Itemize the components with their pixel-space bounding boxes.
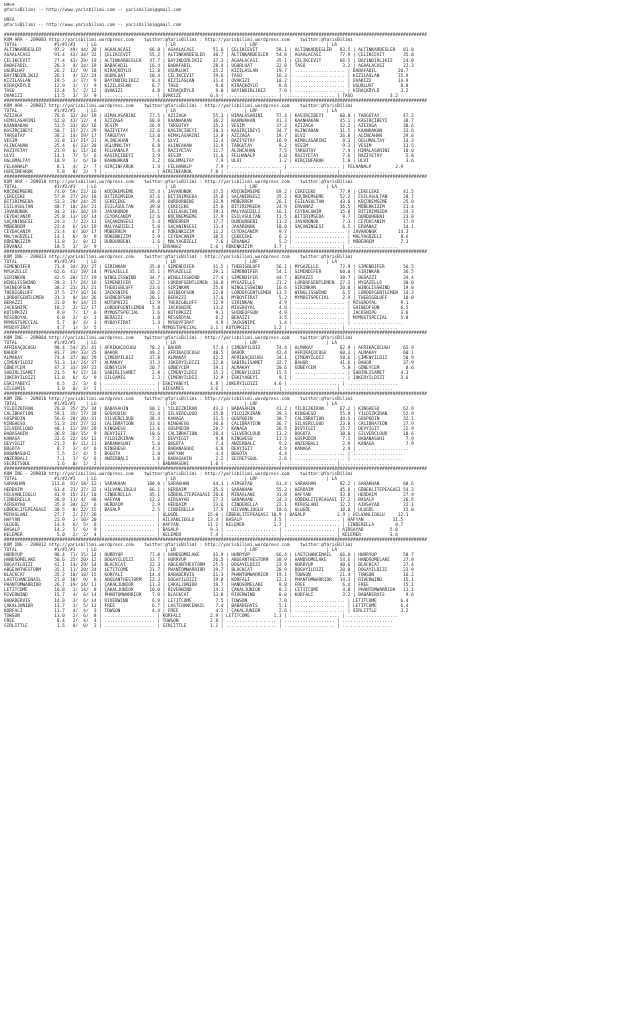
table-row: HILVANLIOGLU 41.9 15/ 21/ 10 | CINDERELLA 45.1 | GÖBEKLITEPEAGASI 28.6 | MIRASLANI 31.8 | HAFYAN 33.8 | HERDAIM 27.9 [4,492,414,498]
table-row: ÇEKEÇEKE 57.8 27/ 24/ 18 | BITIRIMSEDA 47.6 | BITIRIMSEDA 35.8 | SAÇANINSESI 35.2 | KÜÇÜKEMSEME 52.2 | ESILASULTAN 28.7 [4,194,414,200]
table-row: HIMALASARINI 62.0 41/ 12/ 4 | AZIZAGA 60.8 | KAANHAKAN 36.2 | KAANHAKAN 41.3 | KAANHAKAN 45.1 | KASIRÇIBEYI 38.7 [4,119,414,125]
header-city: URFA [4,18,15,24]
table-row: CINDERELLA 36.0 11/ 4/ 48 | HAFYAN 12.2 | AIRSAYAD 27.3 | SARAKHAN 24.3 | GÖBEKLITEPEAGASI 17.2 | BASALP 26.5 [4,497,414,503]
section-separator: ################################################################################################################################################################ [4,174,427,180]
race-statistics-document [4,3,616,629]
table-row: KELEMER 5.0 2/ 2/ 4 | ................... | KELEMER 7.4 | ................... | ................... | KELEMER 3.6 [4,532,398,538]
section-separator: ################################################################################################################################################################ [4,467,427,473]
table-row: BABADERVIS 14.0 3/ 6/ 14 | RIVERWIND 6.9 | LETITCOME 7.5 | TOWSON 7.0 | ................... | LETITCOME 6.4 [4,598,409,604]
table-row: WINGLISSWIND 39.3 17/ 24/ 16 | SIMENDIFER 32.2 | LORDOFGENTLEMEN 26.0 | MYGAZELLE 21.2 | LORDOFGENTLEMEN 27.3 | MYGAZELLE 30.0 [4,280,414,286]
table-row: AZIZAGA 76.6 32/ 34/ 19 | HIMALASARINI 77.5 | AZIZAGA 55.3 | HIMALASARINI 57.4 | KASIRÇIBEYI 60.8 | TARGUTAY 47.2 [4,114,414,120]
table-row: ÇAKALJUNIOR 13.7 3/ 5/ 13 | FREE 6.7 | LASTCHANCENAIL 7.4 | BABADERVIS 5.1 | ................... | LETITCOME 6.4 [4,603,409,609]
race-title: KUM ING - 209004 http://yarisbilimi.wordpress.com twitter:@YarisBilimi : http://yarisbilimi.wordpress.com twitter:@YarisBilimi [4,336,353,342]
table-row: MYBOYFIRAT 4.7 1/ 3/ 5 | ................... | MYMOSTSPECIAL 3.1 | KUTUPKIZI 1.2 | ................... | ................... [4,326,398,331]
table-row: MISSROYAL 6.8 3/ 4/ 3 | BERAZZI 1.8 | MISSROYAL 6.2 | BERAZZI 3.5 | ................... | MYMOSTSPECIAL 5.8 [4,315,409,321]
header-contact: @YarisBilimi -- http://www.yarisbilimi.com -- yarisbilimi@gmail.com [4,23,182,29]
table-row: KIZILASLAN 19.5 3/ 17/ 9 | BAYINDIRLIKIZ 8.4 | KIZILASLAN 11.4 | OVAKIZI 10.2 | ................... | OVAKIZI 14.9 [4,78,409,84]
table-row: BLACKCAT 35.2 10/ 18/ 15 | KORFALI 14.4 | BABADERVIS 21.3 | PHANTOMWARRIOR 19.1 | TOWSON 21.4 | TOWSON 16.2 [4,573,414,579]
table-row: KIRAÇKÖYLÜ 12.9 3/ 7/ 9 | KIZILASLAN 6.7 | TASO 9.0 | KIRAÇKÖYLÜ 8.0 | ................... | UGURLUAT 8.8 [4,83,409,89]
table-row: ESILASULTAN 48.7 18/ 24/ 21 | ESILASULTAN 39.0 | ÇEKEÇEKE 25.8 | BITIRIMSEDA 24.9 | ERVANAZ 16.5 | MÜBEKKIZIM 21.4 [4,204,414,210]
table-row: GOSPODIN 56.6 20/ 20/ 31 | SILVERCLOUD 38.4 | KANAGA 31.5 | GOSPODIN 38.7 | CALIBRATION 44.5 | GOSPODIN 32.1 [4,416,414,422]
table-row: HIRÇINFARUK 5.8 0/ 2/ 7 | ................... | HIRÇINFARUK 7.8 | ................... | ................... | ................... [4,169,393,175]
column-header: TOTAL #1/#2/#3 | LG | LR | LRF | LA [4,477,338,483]
table-row: LETITCOME 16.8 1/ 14/ 8 | ÇAKALJUNIOR 10.0 | RIVERWIND 14.1 | ÇAKALJUNIOR 8.3 | LETITCOME 4.0 | PHANTOMWARRIOR 11.1 [4,588,414,594]
table-row: TARGUTAY 38.2 14/ 19/ 17 | TARGUTAY 13.0 | HIMALASARINI 13.8 | AZIZAGA 19.7 | ULVI 26.8 | ALINCAHAN 29.6 [4,134,414,140]
table-row: DEVYIGIT 21.3 6/ 11/ 11 | BABANASUHI 5.0 | BOGOTA 7.4 | ANZERBALI 9.2 | ANZERBALI 2.9 | KANAGA 7.9 [4,442,414,448]
table-row: MYGAZELLE 62.6 41/ 19/ 14 | MYGAZELLE 35.1 | MYGAZELLE 29.1 | SIMENDIFER 54.1 | SIMENDIFER 60.0 | SIRINKAN 36.5 [4,270,414,276]
table-row: ÇIMENYILDIZ 53.3 14/ 24/ 37 | ALMAKAY 37.3 | JOKERYILDIZI 22.0 | SABIRLISAMET 32.7 | BAHOR 41.6 | BAHOR 37.9 [4,361,414,367]
table-row: JOKERYILDIZI 12.8 6/ 6/ 9 | GILGAMIS 2.3 | ÇIMENYILDIZ 12.9 | ESKIYABEYI 9.1 | ................... | JOKERYILDIZI 3.6 [4,376,409,382]
table-row: TOWSON 11.0 2/ 6/ 8 | ................... | KORFALI 2.9 | LETITCOME 1.3 | ................... | ................... [4,613,398,619]
table-row: JACKSNIPE 18.2 2/ 12/ 17 | LORDOFGENTLEMEN 5.8 | JACKSNIPE 13.2 | MISSROYAL 4.9 | ................... | SHINEOFSUN 6.5 [4,305,409,311]
race-title: KUM ING - 209013 http://yarisbilimi.wordpress.com twitter:@YarisBilimi : http://yarisbilimi.wordpress.com twitter:@YarisBilimi [4,255,353,261]
table-row: ULVI 14.1 7/ 5/ 6 | KASIRÇIBEYI 3.9 | VESIM 11.0 | FELHANALP 4.0 | RAZIYETAY 7.6 | RAZIYETAY 5.8 [4,154,414,160]
table-row: UGURLUAT 26.2 12/ 9/ 18 | KIRAÇKÖYLÜ 12.8 | UGURLUAT 25.2 | KIZILASLAN 19.7 | ................... | BABAFADIL 20.7 [4,68,409,74]
race-title: KUM ARA - 209017 http://yarisbilimi.wordpress.com twitter:@YarisBilimi : http://yarisbilimi.wordpress.com twitter:@YarisBilimi [4,103,353,109]
race-title: KUM ING - 209012 http://yarisbilimi.wordpress.com twitter:@YarisBilimi : http://yarisbilimi.wordpress.com twitter:@YarisBilimi [4,543,353,549]
table-row: BASALP 14.2 5/ 6/ 9 | ................... | BASALP 9.3 | ................... | ................... | AIRSAYAD 5.0 [4,527,398,533]
table-row: HERDAIM 61.4 23/ 37/ 32 | HILVANLIOGLU 66.1 | HERDAIM 35.5 | SARAKHAN 55.3 | HERDAIM 45.0 | GÖBEKLITEPEAGASI 54.3 [4,487,414,493]
table-row: AIRSAYAD 35.3 34/ 12/ 6 | HERDAIM 2.9 | HERDAIM 23.6 | CINDERELLA 22.1 | MIRASLANI 12.2 | AIRSAYAD 22.1 [4,502,414,508]
table-row: SARAKHAN 111.8 91/ 18/ 12 | SARAKHAN 100.0 | SARAKHAN 44.1 | AIRSAYAD 61.4 | SARAKHAN 92.2 | SARAKHAN 68.6 [4,482,414,488]
table-row: CALIBRATION 59.1 35/ 17/ 28 | GOSPODIN 52.4 | SILVERCLOUD 35.8 | YILDIZKIRAN 39.3 | KINGHESO 55.9 | YILDIZKIRAN 52.9 [4,411,414,417]
table-row: BABANASUHI 7.5 2/ 4/ 5 | BOGOTA 2.8 | HAFYAN 4.4 | BOGOTA 4.4 | ................... | ................... [4,452,404,458]
table-row: TASO 12.4 5/ 2/ 12 | OVAKIZI 4.8 | KIRAÇKÖYLÜ 9.0 | BAYINDIRLIKIZ 7.0 | ................... | KIRAÇKÖYLÜ 3.2 [4,88,409,94]
table-row: AFRIKAÇOCUGU 98.4 54/ 35/ 41 | AFRIKAÇOCUGU 78.2 | BAHOR 57.4 | ÇIMENYILDIZ 74.4 | ALMAKAY 62.9 | AFRIKAÇOCUGU 65.9 [4,346,414,352]
table-row: KUTUPKIZI 9.9 7/ 1/ 6 | MYMOSTSPECIAL 3.6 | KUTUPKIZI 9.1 | SHINEOFSUN 4.9 | ................... | JACKSNIPE 3.6 [4,310,409,316]
table-row: LORDOFGENTLEMEN 31.3 8/ 14/ 26 | SHINEOFSUN 20.1 | BERAZZI 17.6 | MYBOYFIRAT 5.2 | MYMOSTSPECIAL 2.9 | THEBIGBLUFF 10.0 [4,295,414,301]
table-row: KASIRÇIBEYI 50.7 15/ 27/ 29 | RAZIYETAY 22.6 | KASIRÇIBEYI 20.3 | KASIRÇIBEYI 34.7 | ALINCAHAN 31.5 | KAANHAKAN 33.6 [4,129,414,135]
table-row: BAYINDIRLIKIZ 26.1 4/ 12/ 24 | UGURLUAT 10.4 | ÇELIKCEVIT 19.6 | TASO 16.3 | ................... | KIZILASLAN 15.9 [4,73,409,79]
table-row: RAZIYETAY 21.9 6/ 11/ 16 | FELHANALP 5.4 | RAZIYETAY 11.7 | ALINCAHAN 7.5 | TARGUTAY 7.9 | HIMALASARINI 10.0 [4,149,414,155]
column-header: TOTAL #1/#2/#3 | LG | LR | LRF | LA [4,401,338,407]
table-row: OGLUMALTAY 10.9 1/ 6/ 10 | KAANHAKAN 3.2 | OGLUMALTAY 7.9 | ULVI 1.2 | HIRÇINFARUK 1.8 | ULVI 3.6 [4,159,414,165]
table-row: JAVARONOK 34.3 16/ 16/ 19 | JAVARONOK 16.1 | ESILASULTAN 19.1 | MALYAGÜZELI 16.1 | CEYDACANIM 15.8 | BITIRIMSEDA 24.3 [4,209,414,215]
table-row: ULUGÖL 14.4 6/ 5/ 8 | ................... | HAFYAN 11.2 | KELEMER 1.7 | ................... | CINDERELLA 8.7 [4,522,404,528]
table-row: MYMOSTSPECIAL 5.7 0/ 4/ 3 | MYBOYFIRAT 1.4 | MYBOYFIRAT 4.9 | JACKSNIPE 1.4 | ................... | ................... [4,320,404,326]
race-title: KUM ARA - 209003 http://yarisbilimi.wordpress.com twitter:@YarisBilimi : http://yarisbilimi.wordpress.com twitter:@YarisBilimi [4,38,353,44]
table-row: FELHANALP 8.1 4/ 2/ 7 | HIRÇINFARUK 1.4 | FELHANALP 7.9 | ................... | ................... | FELHANALP 2.9 [4,164,404,170]
table-row: PHANTOMWARRIOR 26.7 19/ 14/ 11 | ÇAKALJUNIOR 11.3 | ÇAKALJUNIOR 19.7 | HANDSOMELAKE 9.8 | FREE 6.4 | FREE 15.1 [4,583,414,589]
table-row: LASTCHANCENAIL 27.8 10/ 9/ 8 | ABGEANTHESTORM 12.3 | DOGAYILDIZI 19.8 | KORFALI 12.1 | PHANTOMWARRIOR 14.3 | RIVERWIND 15.1 [4,578,414,584]
table-row: BITIRIMSEDA 53.3 28/ 24/ 25 | ÇEKEÇEKE 39.0 | DURDURBENI 33.9 | MÜBERREM 26.1 | ESILASULTAN 43.6 | KÜÇÜKEMSEME 25.0 [4,199,414,205]
table-row: CEYDACANIM 25.8 13/ 14/ 14 | CEYDACANIM 12.6 | KÜÇÜKEMSEME 17.9 | ESILASULTAN 11.5 | BITIRIMSEDA 8.7 | DURDURBENI 23.0 [4,214,414,220]
table-row: YILDIZKIRAN 70.0 35/ 25/ 34 | BABASAHIN 60.1 | YILDIZKIRAN 43.2 | BABASAHIN 41.2 | YILDIZKIRAN 67.2 | KINGHESO 62.9 [4,406,414,412]
column-header: TOTAL #1/#2/#3 | LG | LR | LRF | LA [4,184,338,190]
table-row: ABGEANTHESTORM 35.1 11/ 20/ 24 | LETITCOME 21.7 | PHANTOMWARRIOR 19.7 | BLACKCAT 20.9 | DOGAYILDIZI 20.0 | DOGAYILDIZI 23.9 [4,568,414,574]
table-row: BABASAHIN 36.8 30/ 15/ 9 | DEVYIGIT 10.6 | CALIBRATION 28.4 | SILVERCLOUD 13.2 | BOGOTA 10.0 | SILVERCLOUD 18.6 [4,431,414,437]
table-row: KÜÇÜKEMSEME 74.0 59/ 22/ 16 | KÜÇÜKEMSEME 55.4 | JAVARONOK 37.5 | KÜÇÜKEMSEME 69.2 | ÇEKEÇEKE 77.9 | ÇEKEÇEKE 41.5 [4,189,414,195]
table-row: MALYAGÜZELI 14.1 6/ 9/ 9 | RÜKENKIZIM 2.9 | CEYDACANIM 10.5 | ÇEKEÇEKE 6.3 | ................... | MALYAGÜZELI 8.6 [4,235,409,241]
table-row: SIMENDIFER 73.4 34/ 39/ 27 | SIRINKAN 35.8 | SIMENDIFER 31.5 | THEBIGBLUFF 56.1 | MYGAZELLE 72.9 | SIMENDIFER 56.5 [4,265,414,271]
table-row: MIRASLANI 27.7 2/ 27/ 26 | ................... | ULUGÖL 15.0 | GÖBEKLITEPEAGASI 10.9 | BASALP 2.9 | HILVANLIOGLU 12.1 [4,512,409,518]
race-title: KUM ARA - 209018 http://yarisbilimi.wordpress.com twitter:@YarisBilimi : http://yarisbilimi.wordpress.com twitter:@YarisBilimi [4,179,353,185]
table-row: GÜNEYCEM 47.3 33/ 19/ 23 | GÜNEYCEM 20.7 | GÜNEYCEM 19.1 | ALMAKAY 20.6 | GÜNEYCEM 5.8 | GÜNEYCEM 8.6 [4,366,414,372]
table-row: RIVERWIND 15.7 4/ 6/ 14 | PHANTOMWARRIOR 7.9 | BLACKCAT 13.8 | RIVERWIND 8.0 | KORFALI 3.2 | BABADERVIS 9.6 [4,593,414,599]
table-row: BABAFADIL 26.3 4/ 14/ 19 | BABAFADIL 16.4 | BABAFADIL 28.4 | UGURLUAT 22.0 | TASO 3.2 | AGAALACASI 22.3 [4,63,414,69]
section-separator: ################################################################################################################################################################ [4,98,427,104]
table-row: SHINEOFSUN 38.2 23/ 21/ 21 | THEBIGBLUFF 23.6 | SIRINKAN 25.6 | WINGLISSWIND 16.6 | SIRINKAN 20.8 | WINGLISSWIND 19.0 [4,285,414,291]
table-row: BERAZZI 31.0 9/ 14/ 15 | KUTUPKIZI 12.9 | THEBIGBLUFF 12.9 | SIRINKAN 4.9 | ................... | MISSROYAL 9.1 [4,300,409,306]
column-header: TOTAL #1/#2/#3 | LG | LR | LRF | LA [4,548,338,554]
table-row: VESIM 33.8 13/ 21/ 21 | ALINCAHAN 7.6 | ULVI 12.4 | RAZIYETAY 16.9 | HIMALASARINI 9.3 | OGLUMALTAY 14.3 [4,139,414,145]
table-row: BOGOTA 8.7 3/ 4/ 6 | KINGHESO 4.3 | BABANASUHI 6.0 | DEVYIGIT 4.9 | KANAGA 2.9 | ................... [4,447,409,453]
column-header: TOTAL #1/#2/#3 | LG | LR | LRF | LA [4,43,338,49]
table-row: KORFALI 11.7 4/ 4/ 3 | TOWSON 4.4 | FREE 4.2 | ÇAKALJUNIOR 2.6 | ................... | SIRLITTLE 3.2 [4,608,409,614]
table-row: RÜKENKIZIM 13.8 2/ 8/ 12 | DURDURBENI 1.6 | MALYAGÜZELI 7.6 | ERVANAZ 5.2 | ................... | MÜBERREM 7.1 [4,240,409,246]
table-row: ERVANAZ 10.5 3/ 3/ 9 | ................... | ERVANAZ 2.6 | RÜKENKIZIM 3.7 | ................... | ................... [4,245,398,251]
table-row: GILGAMIS 3.0 0/ 3/ 2 | ................... | GILGAMIS 3.6 | ................... | ................... | ................... [4,386,393,392]
table-row: AGAALACASI 91.4 43/ 34/ 32 | ÇELIKCEVIT 55.2 | ALTINKARDESLER 38.7 | ALTINKARDESLER 54.0 | AGAALACASI 77.9 | ÇELIKCEVIT 35.8 [4,53,414,59]
table-row: ALINCAHAN 25.4 6/ 13/ 20 | OGLUMALTAY 6.8 | ALINCAHAN 11.9 | TARGUTAY 9.2 | VESIM 9.3 | VESIM 11.5 [4,144,414,150]
table-row: OVAKIZI 11.5 3/ 3/ 9 | ................... | OVAKIZI 6.4 | ................... | ................... | TASO 3.2 [4,93,398,99]
table-row: KAANHAKAN 53.5 33/ 16/ 16 | VESIM 26.9 | TARGUTAY 35.3 | VESIM 37.2 | AZIZAGA 32.2 | AZIZAGA 38.6 [4,124,414,130]
section-separator: ################################################################################################################################################################ [4,391,427,397]
race-title: KUM ING - 209018 http://yarisbilimi.wordpress.com twitter:@YarisBilimi : http://yarisbilimi.wordpress.com twitter:@YarisBilimi [4,472,353,478]
table-row: GÖBEKLITEPEAGASI 30.5 8/ 22/ 15 | BASALP 2.5 | CINDERELLA 17.9 | HILVANLIOGLU 18.6 | ULUGÖL 10.0 | ULUGÖL 15.8 [4,507,414,513]
table-row: FREE 8.4 2/ 4/ 4 | ................... | TOWSON 2.8 | ................... | ................... | ................... [4,618,393,624]
table-row: ÇELIKCEVIT 77.4 43/ 29/ 19 | ALTINKARDESLER 47.7 | BAYINDIRLIKIZ 37.3 | AGAALACASI 35.1 | ÇELIKCEVIT 66.5 | BAYINDIRLIKIZ 24.0 [4,58,414,64]
table-row: ALMAKAY 74.4 37/ 30/ 29 | ÇIMENYILDIZ 37.8 | ALMAKAY 42.2 | AFRIKAÇOCUGU 34.1 | ÇIMENYILDIZ 58.6 | ÇIMENYILDIZ 50.9 [4,356,414,362]
table-row: MÜBERREM 22.4 6/ 14/ 19 | MALYAGÜZELI 5.0 | SAÇANINSESI 13.4 | JAVARONOK 10.0 | SAÇANINSESI 6.5 | ERVANAZ 14.1 [4,225,414,231]
race-title: KUM ING - 209016 http://yarisbilimi.wordpress.com twitter:@YarisBilimi : http://yarisbilimi.wordpress.com twitter:@YarisBilimi [4,396,353,402]
section-separator: ################################################################################################################################################################ [4,250,427,256]
column-header: TOTAL #1/#2/#3 | LG | LR | LRF | LA [4,108,338,114]
table-row: SIRLITTLE 1.5 0/ 0/ 2 | ................... | SIRLITTLE 1.1 | ................... | ................... | ................... [4,623,393,629]
header-city: URFA [4,3,15,8]
header-contact: @YarisBilimi -- http://www.yarisbilimi.com -- yarisbilimi@gmail.com [4,8,182,14]
table-row: HURRYUP 90.4 71/ 15/ 14 | HURRYUP 77.0 | HANDSOMELAKE 41.9 | HURRYUP 66.4 | LASTCHANCENAIL 66.0 | HURRYUP 58.7 [4,553,414,559]
table-row: SECRETSOUL 1.6 0/ 1/ 2 | ................... | BABANASUHI 1.0 | ................... | ................... | ................... [4,462,393,468]
section-separator: ################################################################################################################################################################ [4,33,427,39]
table-row: KINGHESO 51.3 24/ 27/ 22 | CALIBRATION 33.6 | KINGHESO 30.6 | CALIBRATION 36.7 | SILVERCLOUD 23.0 | CALIBRATION 27.9 [4,421,414,427]
column-header: TOTAL #1/#2/#3 | LG | LR | LRF | LA [4,341,338,347]
table-row: ALTINKARDESLER 97.2 49/ 44/ 20 | AGAALACASI 66.8 | AGAALACASI 51.6 | ÇELIKCEVIT 58.1 | ALTINKARDESLER 83.5 | ALTINKARDESLER 81.0 [4,48,414,54]
table-row: SIRINKAN 42.5 20/ 17/ 19 | WINGLISSWIND 34.7 | WINGLISSWIND 27.4 | SIMENDIFER 44.7 | BERAZZI 38.7 | BERAZZI 34.4 [4,275,414,281]
table-row: ESKIYABEYI 6.5 2/ 3/ 6 | ................... | ESKIYABEYI 4.8 | JOKERYILDIZI 4.6 | ................... | ................... [4,381,398,387]
table-row: SAÇANINSESI 24.3 7/ 22/ 11 | SAÇANINSESI 5.4 | MÜBERREM 17.7 | DURDURBENI 11.2 | JAVARONOK 7.3 | CEYDACANIM 17.9 [4,220,414,226]
table-row: BAHOR 83.7 39/ 33/ 25 | BAHOR 49.2 | AFRIKAÇOCUGU 48.5 | BAHOR 42.4 | AFRIKAÇOCUGU 60.3 | ALMAKAY 60.1 [4,351,414,357]
table-row: KANAGA 32.6 22/ 14/ 12 | YILDIZKIRAN 7.2 | DEVYIGIT 9.8 | KINGHESO 11.5 | GOSPODIN 7.1 | BABANASUHI 7.9 [4,437,414,443]
table-row: SABIRLISAMET 21.5 9/ 17/ 18 | SABIRLISAMET 2.8 | ÇIMENYILDIZ 15.1 | ÇIMENYILDIZ 15.5 | ................... | SABIRLISAMET 4.3 [4,371,409,377]
section-separator: ################################################################################################################################################################ [4,537,427,543]
table-row: DOGAYILDIZI 42.1 14/ 29/ 14 | BLACKCAT 22.3 | ABGEANTHESTORM 25.5 | DOGAYILDIZI 23.9 | HURRYUP 40.6 | BLACKCAT 27.4 [4,563,414,569]
table-row: CEYDACANIM 21.4 6/ 10/ 17 | MÜBERREM 4.7 | RÜKENKIZIM 11.2 | CEYDACANIM 9.7 | ................... | JAVARONOK 14.3 [4,230,409,236]
table-row: ANZERBALI 7.1 1/ 6/ 6 | ANZERBALI 1.8 | BABASAHIN 2.2 | SECRETSOUL 2.6 | ................... | ................... [4,457,404,463]
column-header: TOTAL #1/#2/#3 | LG | LR | LRF | LA [4,260,338,266]
section-separator: ################################################################################################################################################################ [4,331,427,337]
table-row: SILVERCLOUD 48.1 12/ 19/ 29 | KINGHESO 13.6 | GOSPODIN 28.7 | KANAGA 26.5 | DEVYIGIT 15.7 | DEVYIGIT 22.9 [4,426,414,432]
table-row: THEBIGBLUFF 37.5 27/ 16/ 16 | JACKSNIPE 20.2 | SHINEOFSUN 22.0 | LORDOFGENTLEMEN 13.5 | WINGLISSWIND 6.5 | LORDOFGENTLEMEN 14.3 [4,290,414,296]
table-row: HANDSOMELAKE 50.6 25/ 20/ 12 | DOGAYILDIZI 33.7 | HURRYUP 26.5 | ABGEANTHESTORM 38.9 | HANDSOMELAKE 54.6 | HANDSOMELAKE 27.8 [4,558,414,564]
table-row: HAFYAN 22.9 2/ 10/ 20 | ................... | HILVANLIOGLU 13.4 | BASALP 3.5 | ................... | HAFYAN 11.5 [4,517,404,523]
